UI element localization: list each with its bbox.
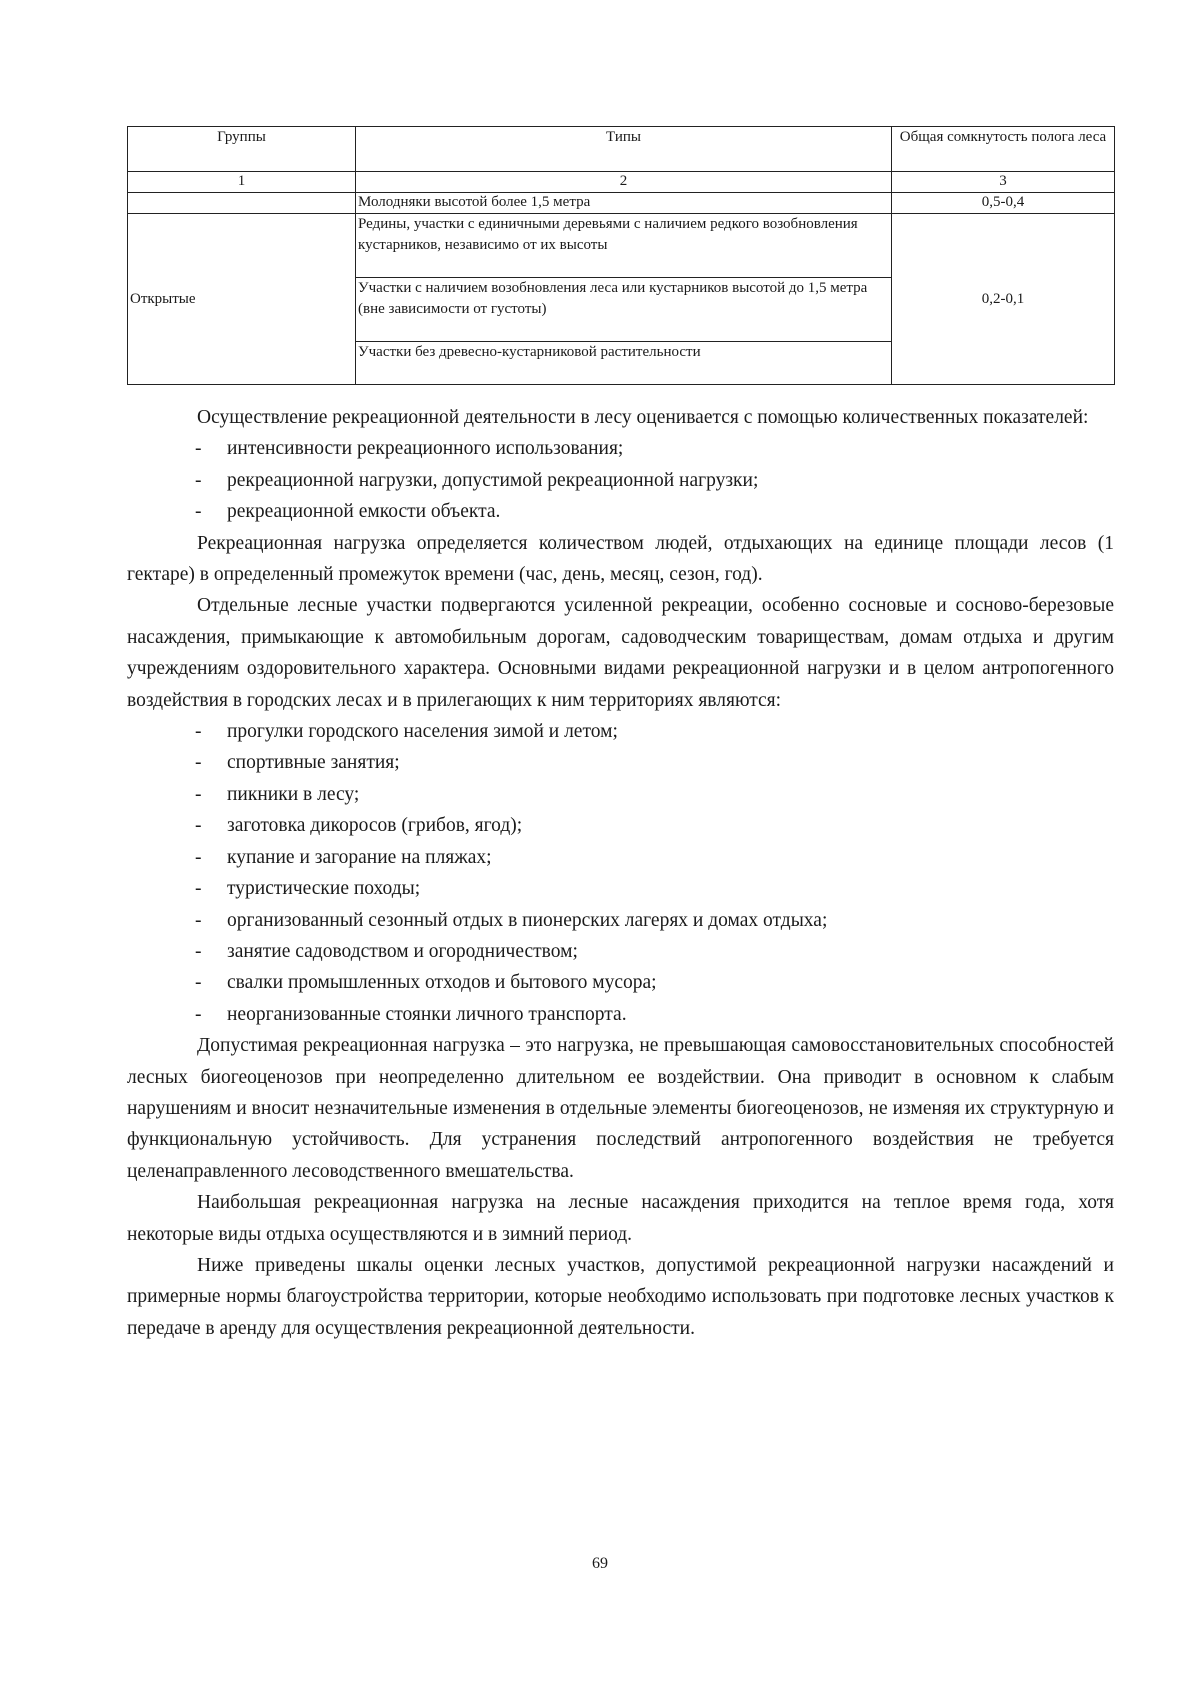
column-number-2: 2 <box>356 172 892 193</box>
load-types-list <box>127 716 1114 1030</box>
header-types: Типы <box>356 127 892 172</box>
table-row <box>128 214 1115 278</box>
list-item: - спортивные занятия; <box>195 752 400 774</box>
list-item-text: организованный сезонный отдых в пионерских лагерях и домах отдыха; <box>227 909 828 931</box>
list-item-text: неорганизованные стоянки личного транспорта. <box>227 1003 627 1025</box>
table-cell-empty <box>128 193 356 214</box>
list-item: - прогулки городского населения зимой и летом; <box>195 721 618 743</box>
list-item-text: рекреационной нагрузки, допустимой рекреационной нагрузки; <box>227 469 759 491</box>
list-item: - пикники в лесу; <box>195 783 360 805</box>
list-item-text: рекреационной емкости объекта. <box>227 501 501 523</box>
list-item-text: заготовка дикоросов (грибов, ягод); <box>227 815 523 837</box>
column-number-3: 3 <box>892 172 1115 193</box>
list-item: - заготовка дикоросов (грибов, ягод); <box>195 815 523 837</box>
table-cell-value: 0,2-0,1 <box>892 214 1115 385</box>
list-item: - туристические походы; <box>195 878 421 900</box>
body-text <box>127 402 1114 1344</box>
list-item: - занятие садоводством и огородничеством; <box>195 940 578 962</box>
paragraph: Рекреационная нагрузка определяется количеством людей, отдыхающих на единице площади лесов (1 гектаре) в определенный промежуток времени (час, день, месяц, сезон, год). <box>127 532 1114 586</box>
list-item-text: спортивные занятия; <box>227 752 400 774</box>
table-cell-type: Молодняки высотой более 1,5 метра <box>356 193 892 214</box>
list-item-text: прогулки городского населения зимой и летом; <box>227 721 618 743</box>
list-item: - рекреационной емкости объекта. <box>195 501 501 523</box>
list-item: - интенсивности рекреационного использования; <box>195 438 624 460</box>
list-item-text: туристические походы; <box>227 878 421 900</box>
indicator-list <box>127 433 1114 527</box>
table-cell-type: Редины, участки с единичными деревьями с наличием редкого возобновления кустарников, независимо от их высоты <box>356 214 892 278</box>
column-number-1: 1 <box>128 172 356 193</box>
list-item-text: пикники в лесу; <box>227 783 360 805</box>
forest-canopy-table <box>127 126 1115 385</box>
paragraph: Наибольшая рекреационная нагрузка на лесные насаждения приходится на теплое время года, хотя некоторые виды отдыха осуществляются и в зимний период. <box>127 1192 1114 1245</box>
header-groups: Группы <box>128 127 356 172</box>
list-item: - рекреационной нагрузки, допустимой рекреационной нагрузки; <box>195 469 759 491</box>
paragraph: Допустимая рекреационная нагрузка – это нагрузка, не превышающая самовосстановительных способностей лесных биогеоценозов при неопределенно длительном ее воздействии. Она приводит в основном к слабым нарушениям и вносит незначительные изменения в отдельные элементы биогеоценозов, не изменяя их структурную и функциональную устойчивость. Для устранения последствий антропогенного воздействия не требуется целенаправленного лесоводственного вмешательства. <box>127 1035 1114 1182</box>
table-header-row <box>128 127 1115 172</box>
table-cell-value: 0,5-0,4 <box>892 193 1115 214</box>
page-number: 69 <box>592 1555 608 1572</box>
list-item: - свалки промышленных отходов и бытового мусора; <box>195 972 657 994</box>
table-cell-type: Участки с наличием возобновления леса или кустарников высотой до 1,5 метра (вне зависимости от густоты) <box>356 278 892 342</box>
list-item-text: занятие садоводством и огородничеством; <box>227 940 578 962</box>
list-item-text: свалки промышленных отходов и бытового мусора; <box>227 972 657 994</box>
header-canopy: Общая сомкнутость полога леса <box>892 127 1115 172</box>
list-item: - организованный сезонный отдых в пионерских лагерях и домах отдыха; <box>195 909 828 931</box>
paragraph: Ниже приведены шкалы оценки лесных участков, допустимой рекреационной нагрузки насаждений и примерные нормы благоустройства территории, которые необходимо использовать при подготовке лесных участков к передаче в аренду для осуществления рекреационной деятельности. <box>127 1254 1114 1339</box>
table-row <box>128 193 1115 214</box>
list-item: - неорганизованные стоянки личного транспорта. <box>195 1003 627 1025</box>
paragraph: Осуществление рекреационной деятельности в лесу оценивается с помощью количественных показателей: <box>197 407 1089 428</box>
table-cell-group: Открытые <box>128 214 356 385</box>
list-item: - купание и загорание на пляжах; <box>195 846 492 868</box>
list-item-text: интенсивности рекреационного использования; <box>227 438 624 460</box>
table-cell-type: Участки без древесно-кустарниковой растительности <box>356 342 892 385</box>
paragraph: Отдельные лесные участки подвергаются усиленной рекреации, особенно сосновые и сосново-березовые насаждения, примыкающие к автомобильным дорогам, садоводческим товариществам, домам отдыха и другим учреждениям оздоровительного характера. Основными видами рекреационной нагрузки и в целом антропогенного воздействия в городских лесах и в прилегающих к ним территориях являются: <box>127 595 1114 711</box>
table-column-number-row <box>128 172 1115 193</box>
list-item-text: купание и загорание на пляжах; <box>227 846 492 868</box>
